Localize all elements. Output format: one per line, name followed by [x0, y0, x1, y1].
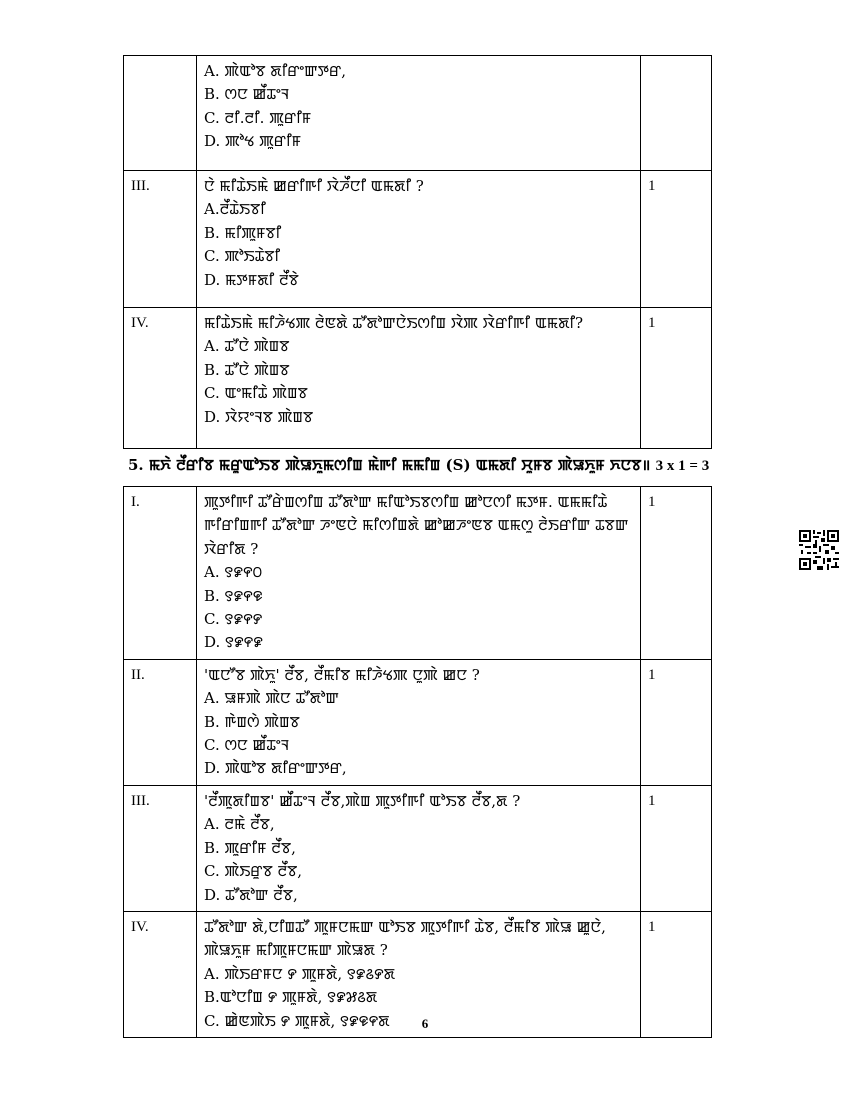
option-c: C. ꯀꯥꯟꯄꯥꯏ ꯸ ꯄꯨꯝꯗꯥ, ꯱꯹꯶꯵ꯗ: [204, 1011, 390, 1030]
option-c: C. ꯂꯤ.ꯂꯤ. ꯄꯨꯔꯤꯝ: [204, 108, 312, 127]
option-a: A. ꯄꯥꯑꯣꯕ ꯗꯤꯔꯦꯛꯇꯔ,: [204, 62, 347, 80]
question-text: ꯅꯥ ꯃꯤꯊꯥꯏꯃꯥ ꯀꯔꯤꯒꯤ ꯋꯥꯍꯩꯅꯤ ꯑꯃꯗꯤ ?: [204, 177, 424, 195]
question-number: III.: [124, 171, 197, 308]
option-b: B. ꯁꯅ ꯀꯩꯊꯦꯜ: [204, 85, 290, 104]
question-mark: 1: [641, 911, 712, 1037]
section-heading-text: 5. ꯃꯈꯥ ꯂꯩꯔꯤꯕ ꯃꯔꯨꯑꯣꯏꯕ ꯄꯥꯎꯈꯨꯃꯁꯤꯡ ꯃꯥꯒꯤ ꯃꯃꯤꯡ (S) ꯑꯃꯗꯤ ꯆꯨꯝꯕ ꯄꯥꯎꯈꯨꯝ ꯈꯅꯕ॥: [128, 456, 651, 474]
question-mark: 1: [641, 785, 712, 911]
option-b: B. ꯃꯤꯄꯨꯝꯕꯤ: [204, 223, 282, 242]
option-c: C. ꯱꯹꯵꯸: [204, 610, 263, 629]
option-a: A. ꯂꯃꯥ ꯂꯩꯕ,: [204, 815, 275, 834]
option-a: A. ꯎꯝꯄꯥ ꯄꯥꯅ ꯊꯧꯗꯣꯛ: [204, 689, 339, 708]
question-mark: 1: [641, 487, 712, 660]
option-c: C. ꯁꯅ ꯀꯩꯊꯦꯜ: [204, 736, 290, 755]
question-text: ꯃꯤꯊꯥꯏꯃꯥ ꯃꯤꯍꯥꯠꯄ ꯂꯥꯟꯗꯥ ꯊꯧꯗꯣꯛꯅꯥꯏꯁꯤꯡ ꯋꯥꯄ ꯋꯥꯔꯤꯒꯤ ꯑꯃꯗꯤ?: [204, 314, 584, 332]
section-marks: 3 x 1 = 3: [655, 458, 710, 474]
option-a: A. ꯄꯥꯏꯔꯝꯅ ꯸ ꯄꯨꯝꯗꯥ, ꯱꯹꯴꯸ꯗ: [204, 964, 396, 983]
option-a: A.ꯂꯩꯊꯥꯏꯕꯤ: [204, 200, 266, 219]
option-b: B. ꯊꯧꯅꯥ ꯄꯥꯡꯕ: [204, 360, 290, 379]
option-b: B. ꯄꯨꯔꯤꯝ ꯂꯩꯕ,: [204, 838, 296, 857]
question-number: IV.: [124, 911, 197, 1037]
page-number: 6: [421, 1016, 429, 1031]
question-content: [197, 308, 641, 449]
qr-code: [799, 530, 839, 570]
question-content: [197, 487, 641, 660]
option-c: C. ꯑꯦꯃꯤꯊꯥ ꯄꯥꯡꯕ: [204, 384, 308, 403]
option-b: B. ꯱꯹꯵꯶: [204, 586, 263, 605]
table-row: [124, 659, 712, 785]
option-a: A. ꯊꯧꯅꯥ ꯄꯥꯡꯕ: [204, 337, 290, 356]
question-number: [124, 56, 197, 171]
option-b: B.ꯑꯣꯅꯤꯡ ꯸ ꯄꯨꯝꯗꯥ, ꯱꯹꯷꯴ꯗ: [204, 988, 378, 1007]
question-number: IV.: [124, 308, 197, 449]
question-table-bottom: [123, 486, 712, 1038]
question-number: I.: [124, 487, 197, 660]
table-row: [124, 785, 712, 911]
question-mark: 1: [641, 308, 712, 449]
question-number: III.: [124, 785, 197, 911]
question-table-top: [123, 55, 712, 449]
option-b: B. ꯒꯥꯡꯁꯥ ꯄꯥꯡꯕ: [204, 712, 300, 731]
option-c: C. ꯄꯣꯏꯊꯥꯕꯤ: [204, 247, 281, 266]
question-content: [197, 785, 641, 911]
option-d: D. ꯋꯥꯌꯦꯜꯕ ꯄꯥꯡꯕ: [204, 407, 314, 426]
option-d: D. ꯱꯹꯵꯹: [204, 633, 263, 652]
question-mark: 1: [641, 659, 712, 785]
table-row: [124, 487, 712, 660]
option-d: D. ꯄꯣꯠ ꯄꯨꯔꯤꯝ: [204, 132, 302, 151]
question-mark: 1: [641, 171, 712, 308]
question-text: 'ꯑꯅꯧꯕ ꯄꯥꯈꯨ' ꯂꯩꯕ, ꯂꯩꯃꯤꯕ ꯃꯤꯍꯥꯠꯄ ꯅꯨꯄꯥ ꯀꯅ ?: [204, 665, 480, 684]
question-text: ꯊꯧꯗꯣꯛ ꯗꯥ,ꯅꯤꯡꯊꯧ ꯄꯨꯝꯅꯃꯛ ꯑꯣꯏꯕ ꯄꯨꯇꯤꯒꯤ ꯊꯥꯕ, ꯂꯩꯃꯤꯕ ꯄꯥꯎ ꯀꯨꯅꯥ, ꯄꯥꯎꯈꯨꯝ ꯃꯤꯄꯨꯝꯅꯃꯛ ꯄꯥꯎꯗ ?: [204, 917, 606, 960]
table-row: [124, 308, 712, 449]
option-c: C. ꯄꯥꯏꯔꯨꯕ ꯂꯩꯕ,: [204, 862, 303, 881]
option-d: D. ꯃꯇꯝꯗꯤ ꯂꯩꯕꯥ: [204, 270, 299, 289]
option-a: A. ꯱꯹꯵꯰: [204, 563, 263, 582]
question-mark: [641, 56, 712, 171]
question-text: ꯄꯨꯇꯤꯒꯤ ꯊꯧꯔꯥꯡꯁꯤꯡ ꯊꯧꯗꯣꯛ ꯃꯤꯑꯣꯏꯕꯁꯤꯡ ꯀꯣꯅꯁꯤ ꯃꯇꯝ. ꯑꯃꯃꯤꯊꯥ ꯒꯤꯔꯤꯡꯒꯤ ꯊꯧꯗꯣꯛ ꯍꯦꯟꯅꯥ ꯃꯤꯁꯤꯡꯗꯥ ꯀꯣꯀꯍꯦꯟꯕ ꯑꯃꯁꯨ ꯂꯥꯏꯔꯤꯛ ꯊꯕꯛ ꯋꯥꯔꯤꯗ ?: [204, 493, 629, 558]
question-content: [197, 171, 641, 308]
question-text: 'ꯂꯩꯄꯨꯗꯤꯡꯕ' ꯀꯩꯊꯦꯜ ꯂꯩꯕ,ꯄꯥꯡ ꯄꯨꯇꯤꯒꯤ ꯑꯣꯏꯕ ꯂꯩꯕ,ꯗ ?: [204, 791, 521, 810]
question-content: [197, 659, 641, 785]
option-d: D. ꯊꯧꯗꯣꯛ ꯂꯩꯕ,: [204, 885, 298, 904]
section-heading: [128, 454, 728, 475]
table-row: [124, 56, 712, 171]
question-content: [197, 56, 641, 171]
question-number: II.: [124, 659, 197, 785]
option-d: D. ꯄꯥꯑꯣꯕ ꯗꯤꯔꯦꯛꯇꯔ,: [204, 759, 347, 778]
table-row: [124, 171, 712, 308]
